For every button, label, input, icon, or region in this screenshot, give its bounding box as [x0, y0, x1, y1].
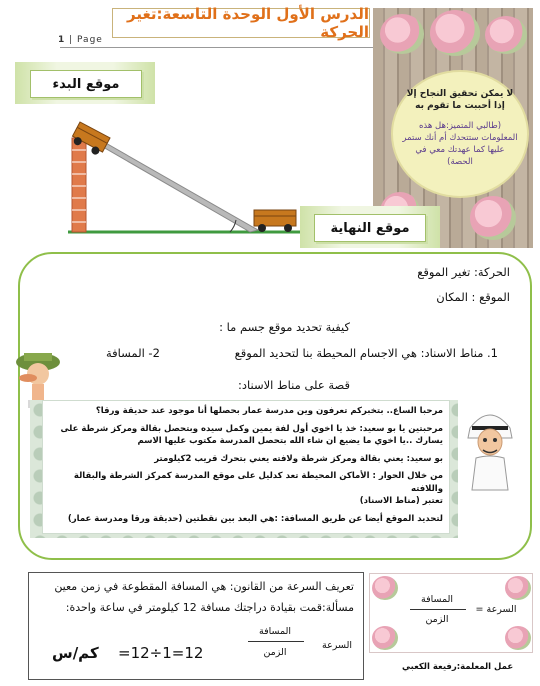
cart-bottom [254, 210, 296, 232]
start-position-text: موقع البدء [52, 76, 120, 92]
page-title: الدرس الأول الوحدة التاسعة:تغير الحركة [127, 5, 369, 41]
story-line: مرحبا الساع.. بتخبركم تعرفون وين مدرسة عمار بحصلها أنا موجود عند حديقة ورقا؟ [95, 406, 443, 416]
title-banner [112, 5, 370, 41]
story-title: قصة على مناط الاسناد: [238, 378, 350, 392]
formula-speed: السرعة = [475, 604, 517, 615]
motivation-quote: لا يمكن تحقيق النجاح إلا إذا أحببت ما تقوم به [406, 89, 514, 111]
speed-calculation: =12÷1=12 [118, 644, 204, 662]
fraction-bar [248, 641, 304, 642]
formula-fraction-bar [410, 609, 466, 610]
story-line: مرحبتين يا بو سعيد: خذ يا اخوي أول لفة يمين وكمل سيده وبتحصل بقالة ومركز شرطة على [60, 423, 443, 434]
ramp-diagram [60, 100, 330, 240]
end-position-label [314, 214, 426, 242]
story-line: تعتبر (مناط الاسناد) [359, 496, 443, 506]
page-number-label: Page [77, 35, 103, 45]
flower-icon [505, 626, 531, 650]
speed-formula-label: السرعة [321, 640, 352, 651]
ramp-incline [84, 134, 258, 232]
story-line: يسارك ..يا اخوي ما يضيع ان شاء الله بتحصل المدرسة مكتوب عليها الاسم [137, 436, 443, 446]
formula-time: الزمن [425, 614, 449, 625]
reference-point-item: 1. مناط الاسناد: هي الاجسام المحيطة بنا لتحديد الموقع [234, 346, 498, 360]
start-position-label [30, 70, 142, 98]
brick-pillar [72, 138, 86, 232]
distance-item: 2- المسافة [106, 346, 160, 360]
flower-icon [485, 16, 527, 54]
speed-unit: كم/س [52, 644, 99, 662]
flower-icon [372, 576, 398, 600]
speed-problem: مسألة:قمت بقيادة دراجتك مسافة 12 كيلومتر في ساعة واحدة: [65, 601, 354, 614]
distance-numerator: المسافة [258, 626, 292, 637]
story-dialogue [42, 400, 450, 534]
position-definition: الموقع : المكان [436, 290, 510, 304]
story-line: من خلال الحوار : الأماكن المحيطة تعد كدليل على موقع المدرسة كمركز الشرطة والبقالة واللافته [73, 471, 443, 494]
page-number: 1 | Page [58, 35, 103, 45]
how-to-question: كيفية تحديد موقع جسم ما : [219, 320, 350, 334]
flower-icon [430, 10, 480, 56]
end-position-text: موقع النهاية [330, 220, 410, 236]
flower-icon [372, 626, 398, 650]
page-number-value: 1 [58, 35, 66, 45]
formula-distance: المسافة [420, 594, 454, 605]
man-character-icon [462, 400, 518, 492]
flower-icon [505, 576, 531, 600]
flower-icon [470, 196, 516, 240]
story-line: لتحديد الموقع أيضا عن طريق المسافة: :هي البعد بين نقطتين (حديقة ورقا ومدرسة عمار) [67, 513, 443, 524]
story-line: بو سعيد: يعني بقالة ومركز شرطة ولافته يعني بتحرك قريب 2كيلومتر [154, 453, 443, 464]
header-rule [60, 47, 376, 48]
motivation-note: (طالبي المتميز:هل هذه المعلومات ستتحدك أم أنك ستمر عليها كما عهدتك معي في الحصة) [402, 121, 518, 167]
speed-definition: تعريف السرعة من القانون: هي المسافة المقطوعة في زمن معين [54, 580, 354, 593]
teacher-credit: عمل المعلمة:رفيعة الكعبي [402, 662, 514, 672]
flower-icon [380, 14, 424, 54]
time-denominator: الزمن [263, 647, 287, 658]
motion-definition: الحركة: تغير الموقع [417, 265, 510, 279]
